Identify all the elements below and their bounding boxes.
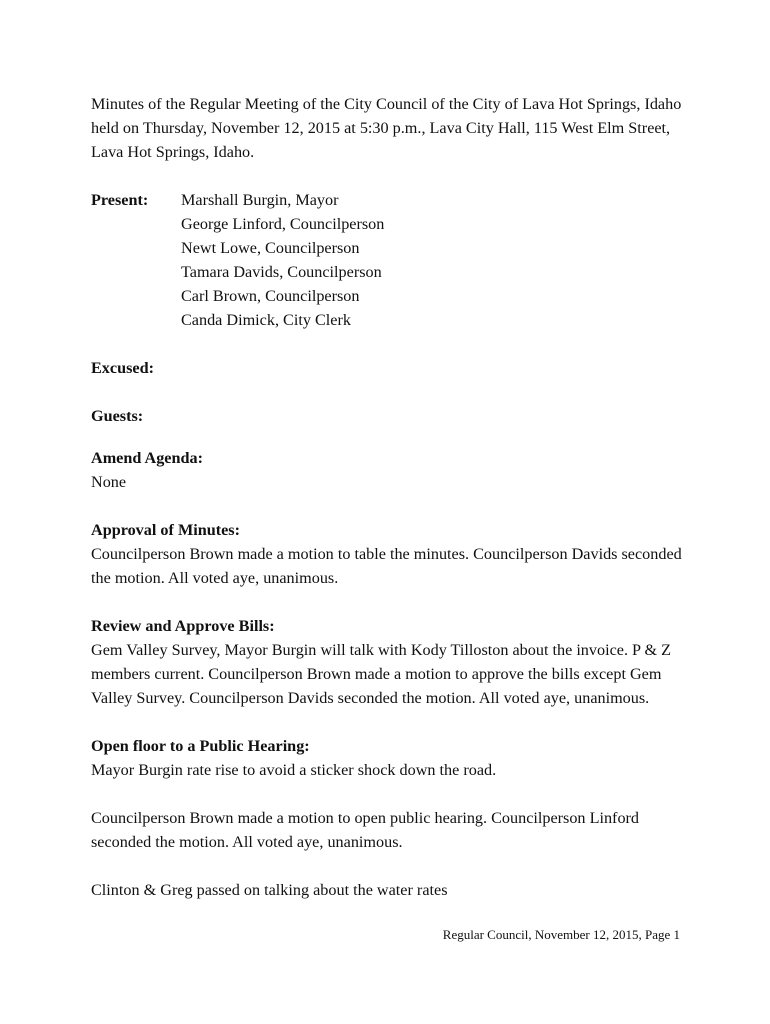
guests-heading: Guests:	[91, 407, 144, 425]
excused-section	[91, 356, 691, 380]
motion-hearing-section	[91, 806, 691, 854]
present-label: Present:	[91, 191, 149, 209]
page-footer: Regular Council, November 12, 2015, Page 1	[442, 927, 680, 942]
document-body	[91, 92, 691, 902]
amend-agenda-body: None	[91, 473, 127, 491]
approval-minutes-heading: Approval of Minutes:	[91, 521, 240, 539]
public-hearing-heading: Open floor to a Public Hearing:	[91, 737, 310, 755]
present-member: Canda Dimick, City Clerk	[181, 311, 351, 329]
review-bills-section	[91, 614, 691, 710]
clinton-greg-section	[91, 878, 691, 902]
review-bills-heading: Review and Approve Bills:	[91, 617, 275, 635]
review-bills-body: Gem Valley Survey, Mayor Burgin will talk with Kody Tilloston about the invoice. P & Z members current. Councilperson Brown made a motion to approve the bills except Gem Valley Survey. Councilperson Davids seconded the motion. All voted aye, unanimous.	[91, 641, 672, 707]
present-member: Marshall Burgin, Mayor	[181, 191, 339, 209]
amend-agenda-section	[91, 446, 691, 494]
public-hearing-body: Mayor Burgin rate rise to avoid a sticker shock down the road.	[91, 761, 497, 779]
clinton-greg-body: Clinton & Greg passed on talking about the water rates	[91, 881, 448, 899]
public-hearing-section	[91, 734, 691, 782]
amend-agenda-heading: Amend Agenda:	[91, 449, 203, 467]
present-list	[181, 188, 691, 332]
intro-paragraph: Minutes of the Regular Meeting of the City Council of the City of Lava Hot Springs, Idaho held on Thursday, November 12, 2015 at 5:30 p.m., Lava City Hall, 115 West Elm Street, Lava Hot Springs, Idaho.	[91, 95, 682, 161]
present-member: George Linford, Councilperson	[181, 215, 385, 233]
present-member: Newt Lowe, Councilperson	[181, 239, 360, 257]
present-section	[91, 188, 691, 332]
approval-minutes-section	[91, 518, 691, 590]
guests-section	[91, 404, 691, 428]
excused-heading: Excused:	[91, 359, 154, 377]
present-member: Tamara Davids, Councilperson	[181, 263, 382, 281]
motion-hearing-body: Councilperson Brown made a motion to open public hearing. Councilperson Linford seconded the motion. All voted aye, unanimous.	[91, 809, 640, 851]
approval-minutes-body: Councilperson Brown made a motion to table the minutes. Councilperson Davids seconded the motion. All voted aye, unanimous.	[91, 545, 682, 587]
present-member: Carl Brown, Councilperson	[181, 287, 360, 305]
